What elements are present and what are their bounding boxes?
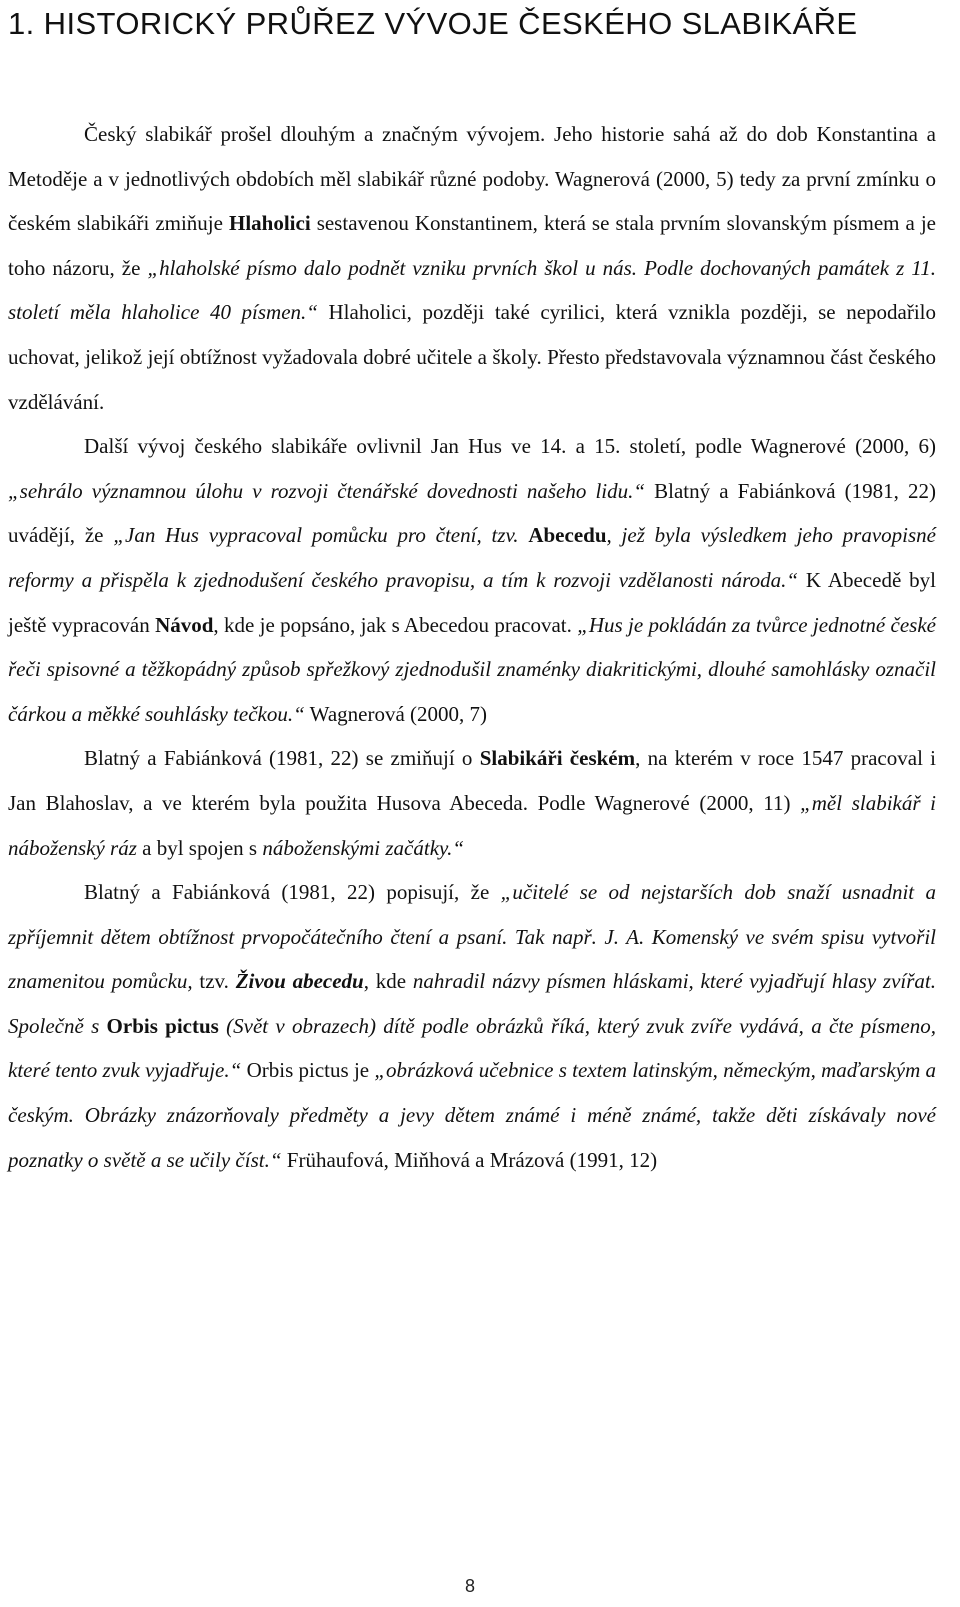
- emphasis-bold: Hlaholici: [228, 211, 311, 236]
- quotation-italic: „hlaholské písmo dalo podnět vzniku prvních škol u nás. Podle dochovaných památek z 11. století měla hlaholice 40 písmen.“: [8, 255, 936, 325]
- paragraph-blahoslav: [8, 736, 936, 870]
- text-run: , kde: [363, 969, 413, 994]
- quotation-italic: (Svět v obrazech) dítě podle obrázků říká, který zvuk zvíře vydává, a čte písmeno, které tento zvuk vyjadřuje.“: [8, 1013, 936, 1083]
- text-run: Blatný a Fabiánková (1981, 22) uvádějí, že: [8, 478, 937, 548]
- text-run: sestavenou Konstantinem, která se stala prvním slovanským písmem a je toho názoru, že: [8, 211, 936, 280]
- quotation-italic: nahradil názvy písmen hláskami, které vyjadřují hlasy zvířat. Společně s: [8, 969, 936, 1038]
- emphasis-bold: Orbis pictus: [106, 1013, 219, 1038]
- text-run: K Abecedě byl ještě vypracován: [8, 567, 936, 637]
- text-run: Blatný a Fabiánková (1981, 22) se zmiňují o: [84, 746, 480, 771]
- quotation-italic: náboženskými začátky.“: [262, 835, 465, 860]
- text-run: Wagnerová (2000, 7): [304, 701, 488, 726]
- emphasis-bold: Slabikáři českém: [479, 746, 636, 771]
- emphasis-bold: Návod: [155, 612, 214, 637]
- text-run: , na kterém v roce 1547 pracoval i Jan Blahoslav, a ve kterém byla použita Husova Abeceda. Podle Wagnerové (2000, 11): [8, 746, 936, 815]
- document-page: [8, 0, 936, 1182]
- emphasis-bold: Abecedu: [528, 523, 607, 548]
- quotation-italic: „učitelé se od nejstarších dob snaží usnadnit a zpříjemnit dětem obtížnost prvopočátečního čtení a psaní. Tak např. J. A. Komenský ve svém spisu vytvořil znamenitou pomůcku,: [8, 880, 936, 994]
- text-run: Český slabikář prošel dlouhým a značným vývojem. Jeho historie sahá až do dob Konstantina a Metoděje a v jednotlivých obdobích měl slabikář různé podoby. Wagnerová (2000, 5) tedy za první zmínku o českém slabikáři zmiňuje: [8, 122, 936, 236]
- text-run: Blatný a Fabiánková (1981, 22) popisují, že: [84, 880, 501, 905]
- quotation-italic: „sehrálo významnou úlohu v rozvoji čtenářské dovednosti našeho lidu.“: [8, 478, 646, 503]
- quotation-italic: „měl slabikář i náboženský ráz: [8, 790, 936, 860]
- text-run: a byl spojen s: [136, 835, 263, 860]
- text-run: Další vývoj českého slabikáře ovlivnil Jan Hus ve 14. a 15. století, podle Wagnerové (2000, 6): [84, 434, 936, 459]
- text-run: tzv.: [192, 969, 236, 994]
- quotation-italic: „Jan Hus vypracoval pomůcku pro čtení, tzv.: [113, 523, 529, 548]
- text-run: Frühaufová, Miňhová a Mrázová (1991, 12): [281, 1147, 658, 1172]
- heading-spacer: [8, 46, 936, 112]
- quotation-italic: „obrázková učebnice s textem latinským, německým, maďarským a českým. Obrázky znázorňovaly předměty a jevy dětem známé i méně známé, takže děti získávaly nové poznatky o světě a se učily číst.“: [8, 1058, 937, 1172]
- quotation-italic: , jež byla výsledkem jeho pravopisné reformy a přispěla k zjednodušení českého pravopisu, a tím k rozvoji vzdělanosti národa.“: [8, 523, 936, 592]
- chapter-number: 1.: [8, 6, 35, 41]
- text-run: Orbis pictus je: [241, 1058, 375, 1083]
- page-number: 8: [464, 1576, 475, 1596]
- text-run: Hlaholici, později také cyrilici, která vznikla později, se nepodařilo uchovat, jelikož její obtížnost vyžadovala dobré učitele a školy. Přesto představovala významnou část českého vzdělávání.: [8, 300, 936, 414]
- paragraph-komensky: [8, 870, 936, 1182]
- text-run: , kde je popsáno, jak s Abecedou pracovat.: [213, 612, 578, 637]
- chapter-title: HISTORICKÝ PRŮŘEZ VÝVOJE ČESKÉHO SLABIKÁŘE: [43, 6, 858, 41]
- quotation-italic: „Hus je pokládán za tvůrce jednotné české řeči spisovné a těžkopádný způsob spřežkový zjednodušil znaménky diakritickými, dlouhé samohlásky označil čárkou a měkké souhlásky tečkou.“: [8, 612, 936, 726]
- paragraph-hlaholice: [8, 112, 936, 424]
- paragraph-hus: [8, 424, 936, 736]
- emphasis-bold-italic: Živou abecedu: [235, 969, 364, 994]
- chapter-heading: [8, 0, 936, 46]
